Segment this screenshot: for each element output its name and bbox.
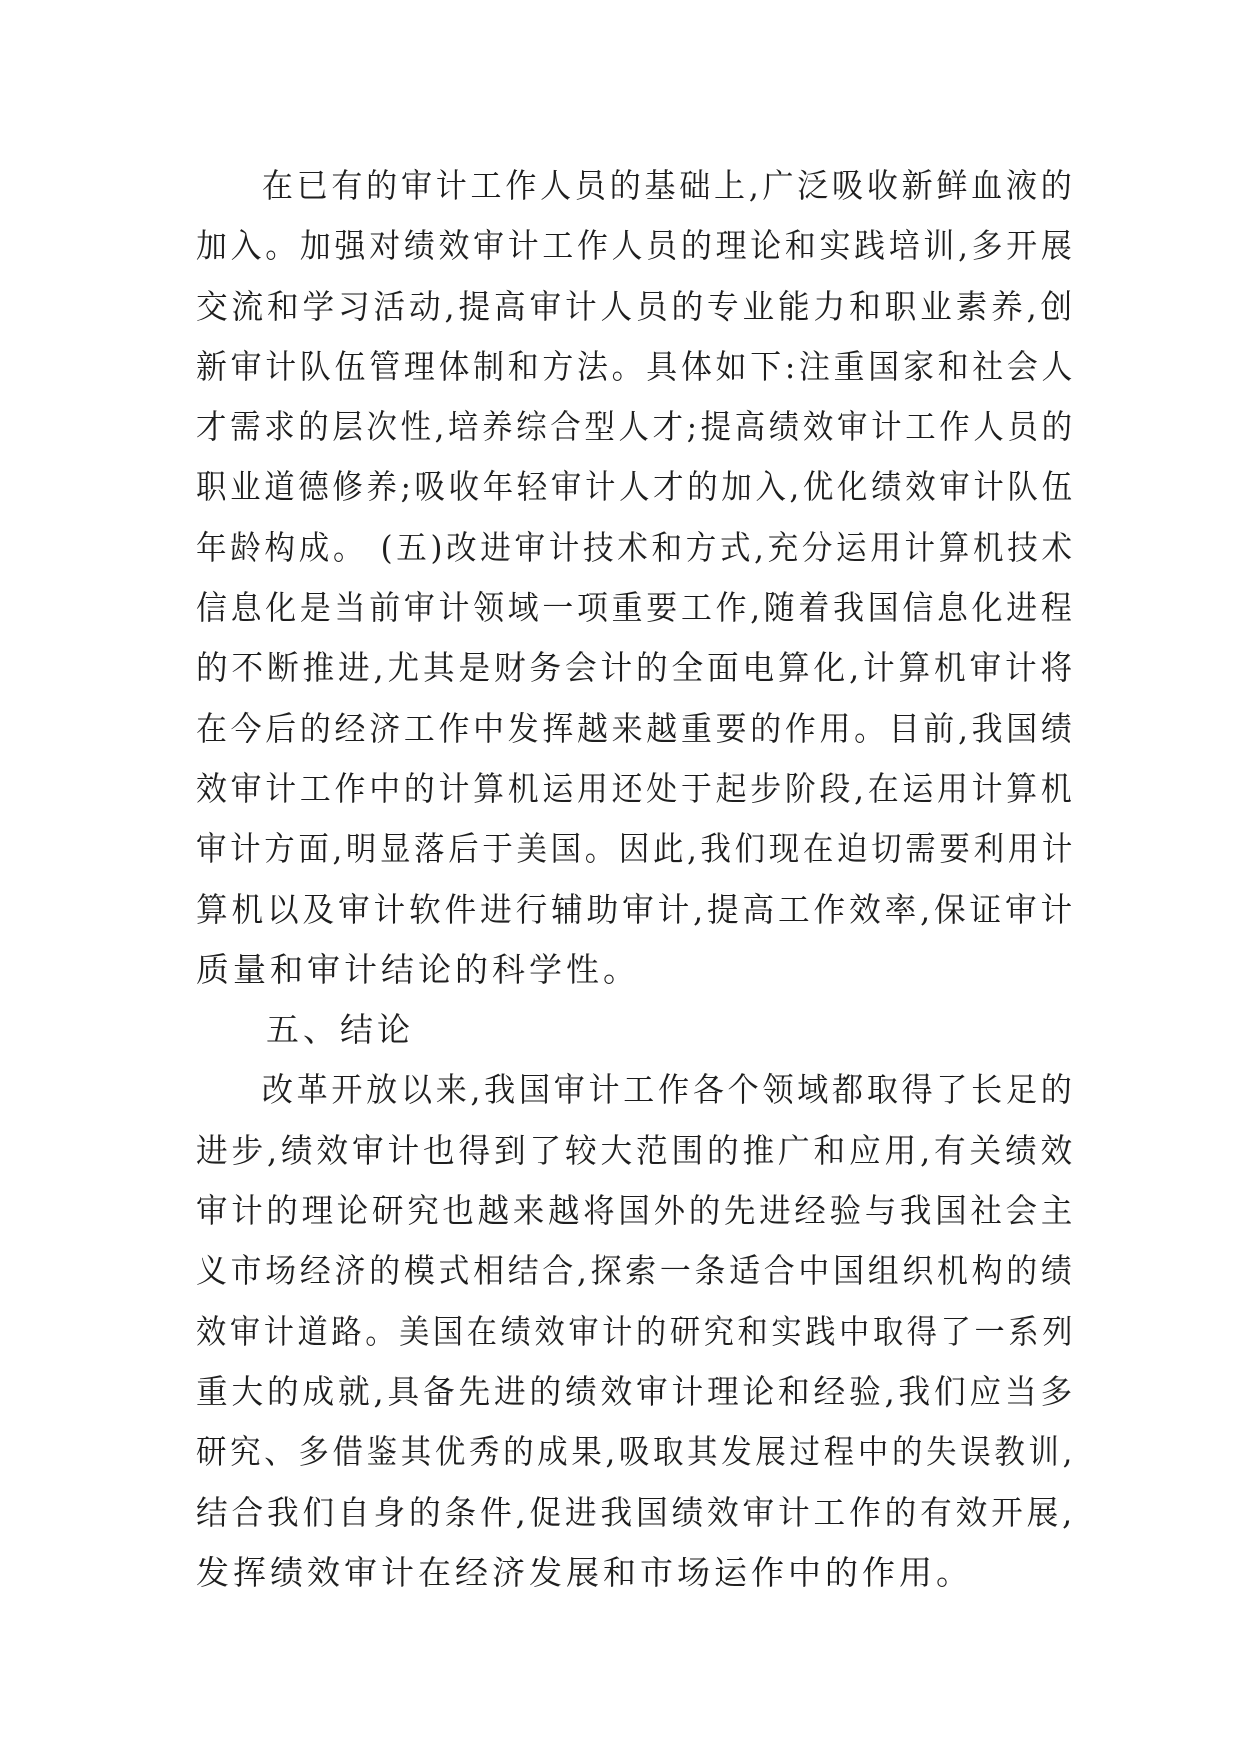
text-line: 新审计队伍管理体制和方法。具体如下:注重国家和社会人 [196, 346, 1077, 386]
text-line: 交流和学习活动,提高审计人员的专业能力和职业素养,创 [196, 286, 1077, 326]
text-line: 职业道德修养;吸收年轻审计人才的加入,优化绩效审计队伍 [196, 467, 1076, 507]
text-line: 的不断推进,尤其是财务会计的全面电算化,计算机审计将 [196, 648, 1077, 688]
text-line: 义市场经济的模式相结合,探索一条适合中国组织机构的绩 [196, 1251, 1076, 1291]
text-line: 审计方面,明显落后于美国。因此,我们现在迫切需要利用计 [196, 829, 1076, 869]
text-line: 质量和审计结论的科学性。 [196, 949, 640, 989]
text-line: 改革开放以来,我国审计工作各个领域都取得了长足的 [261, 1070, 1076, 1110]
text-line: 结合我们自身的条件,促进我国绩效审计工作的有效开展, [196, 1492, 1077, 1532]
text-line: 重大的成就,具备先进的绩效审计理论和经验,我们应当多 [196, 1371, 1077, 1411]
text-line: 审计的理论研究也越来越将国外的先进经验与我国社会主 [196, 1191, 1077, 1231]
text-line: 信息化是当前审计领域一项重要工作,随着我国信息化进程 [196, 588, 1076, 628]
text-line: 在今后的经济工作中发挥越来越重要的作用。目前,我国绩 [196, 708, 1076, 748]
text-line: 进步,绩效审计也得到了较大范围的推广和应用,有关绩效 [196, 1130, 1077, 1170]
text-line: 算机以及审计软件进行辅助审计,提高工作效率,保证审计 [196, 889, 1077, 929]
text-line: 才需求的层次性,培养综合型人才;提高绩效审计工作人员的 [196, 407, 1076, 447]
text-line: 年龄构成。 (五)改进审计技术和方式,充分运用计算机技术 [196, 527, 1076, 567]
text-line: 效审计道路。美国在绩效审计的研究和实践中取得了一系列 [196, 1311, 1077, 1351]
text-line: 效审计工作中的计算机运用还处于起步阶段,在运用计算机 [196, 768, 1076, 808]
text-line: 在已有的审计工作人员的基础上,广泛吸收新鲜血液的 [261, 166, 1076, 205]
document-body [196, 156, 1076, 1603]
text-line: 加入。加强对绩效审计工作人员的理论和实践培训,多开展 [196, 226, 1076, 266]
text-line: 五、结论 [266, 1010, 414, 1050]
text-line: 研究、多借鉴其优秀的成果,吸取其发展过程中的失误教训, [196, 1432, 1076, 1472]
text-line: 发挥绩效审计在经济发展和市场运作中的作用。 [196, 1552, 973, 1592]
